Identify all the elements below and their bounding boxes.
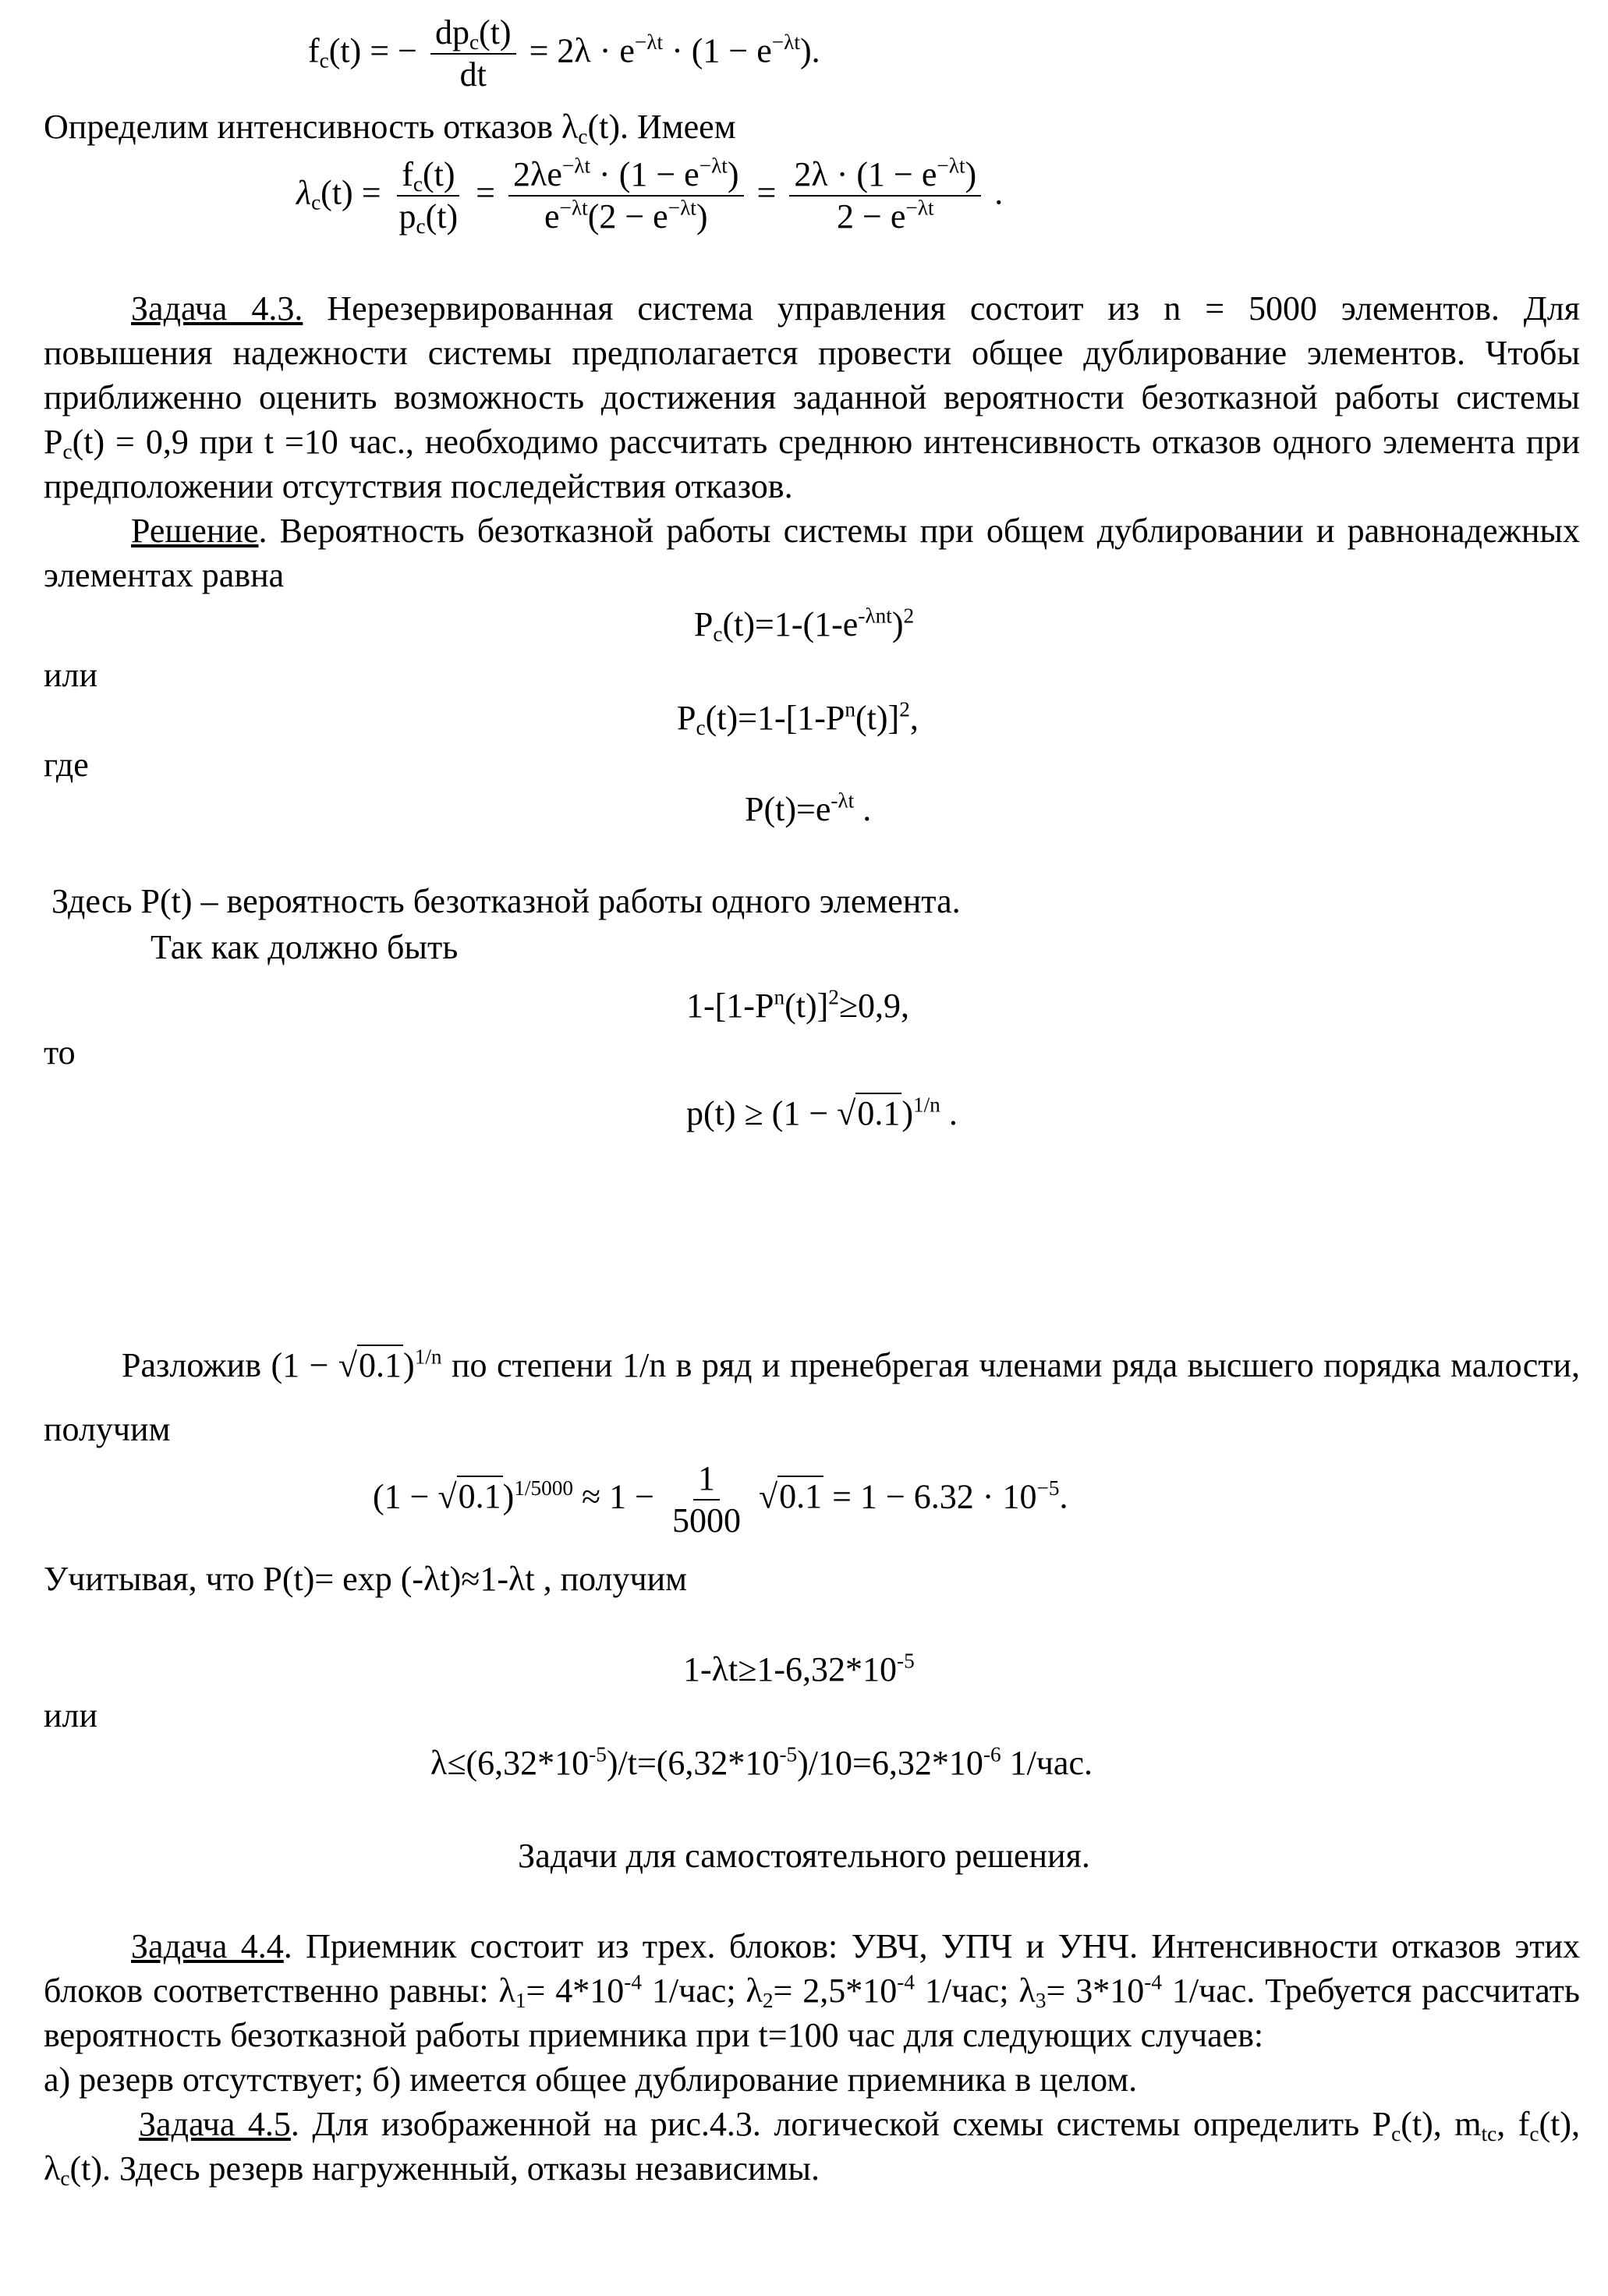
formula-fc: $f_c(t)$ = − $\frac{dp_c(t)}{dt}$ = $2\lambda \cdot e^{-\lambda t} \cdot (1 - e^{-\lambda t})$.	[308, 13, 820, 94]
fraction-1-5000: $\frac{1}{5000}$	[672, 1459, 741, 1540]
word-or-2: или	[44, 1696, 98, 1734]
task-4-4-label: Задача 4.4	[131, 1927, 284, 1965]
line-here: Здесь P(t) – вероятность безотказной работы одного элемента.	[51, 882, 961, 920]
eq-lambda-final: $\lambda\le(6,32*10^{-5})/t=(6,32*10^{-5})/10=6,32*10^{-6}$ 1/час.	[430, 1742, 1093, 1782]
word-or-1: или	[44, 656, 98, 694]
section-heading: Задачи для самостоятельного решения.	[518, 1837, 1090, 1875]
line-define-intensity: Определим интенсивность отказов $\lambda_c(t)$. Имеем	[44, 108, 736, 148]
eq-lambda-t: $1-\lambda t\ge 1-6,32*10^{-5}$	[683, 1649, 915, 1688]
formula-lambda-c: $\lambda_c(t)$ = $\frac{f_c(t)}{p_c(t)}$ = $\frac{2\lambda e^{-\lambda t} \cdot (1 - e^{-\lambda t})}{e^{-\lambda t}(2 - e^{-\lambda t})}$ = $\frac{2\lambda \cdot (1 - e^{-\lambda t})}{2 - e^{-\lambda t}}$ .	[296, 154, 1004, 239]
word-where: где	[44, 746, 89, 784]
fraction-fc-pc: $\frac{f_c(t)}{p_c(t)}$	[395, 156, 463, 236]
eq-pt-bound: $p(t) \ge (1 - √0.1)^{1/n}$ .	[686, 1093, 958, 1132]
word-then: то	[44, 1033, 76, 1072]
line-since: Так как должно быть	[151, 928, 459, 966]
expansion-paragraph: Разложив $(1 - √0.1)^{1/n}$ по степени 1/n в ряд и пренебрегая членами ряда высшего порядка малости, получим	[44, 1345, 1580, 1448]
eq-approximation: $(1 - √0.1)^{1/5000} \approx 1$ − $\frac{1}{5000}$ $√0.1 = 1 - 6.32 \cdot 10^{-5}$.	[373, 1459, 1068, 1540]
fraction-simplified: $\frac{2\lambda \cdot (1 - e^{-\lambda t})}{2 - e^{-\lambda t}}$	[789, 156, 981, 236]
line-considering: Учитывая, что P(t)= exp (-λt)≈1-λt , получим	[44, 1560, 688, 1598]
eq-pc-2: $P_c(t)=1-[1-P^n(t)]^2$,	[677, 697, 919, 739]
task-4-3-paragraph: Задача 4.3. Нерезервированная система управления состоит из n = 5000 элементов. Для повышения надежности системы предполагается провести общее дублирование элементов. Чтобы приближенно оценить возможность достижения заданной вероятности безотказной работы системы $P_c(t) = 0,9$ при t =10 час., необходимо рассчитать среднюю интенсивность отказов одного элемента при предположении отсутствия последействия отказов. Решение. Вероятность безотказной работы системы при общем дублировании и равнонадежных элементах равна	[44, 289, 1580, 594]
task-4-5-label: Задача 4.5	[139, 2105, 291, 2143]
fraction-dpc-dt: $\frac{dp_c(t)}{dt}$	[430, 14, 516, 94]
eq-pc-1: $P_c(t)=1-(1-e^{-\lambda nt})^2$	[693, 604, 915, 646]
fraction-expanded: $\frac{2\lambda e^{-\lambda t} \cdot (1 - e^{-\lambda t})}{e^{-\lambda t}(2 - e^{-\lambda t})}$	[508, 156, 744, 236]
solution-label: Решение	[131, 512, 259, 550]
task-4-4-paragraph: Задача 4.4. Приемник состоит из трех. блоков: УВЧ, УПЧ и УНЧ. Интенсивности отказов этих блоков соответственно равны: $\lambda_1= 4*10^{-4}$ 1/час; $\lambda_2= 2,5*10^{-4}$ 1/час; $\lambda_3= 3*10^{-4}$ 1/час. Требуется рассчитать вероятность безотказной работы приемника при t=100 час для следующих случаев: а) резерв отсутствует; б) имеется общее дублирование приемника в целом. Задача 4.5. Для изображенной на рис.4.3. логической схемы системы определить $P_c(t)$, $m_{tc}$, $f_c(t)$, $\lambda_c(t)$. Здесь резерв нагруженный, отказы независимы.	[44, 1927, 1580, 2190]
eq-inequality: $1-[1-P^n(t)]^2\ge 0,9$,	[686, 985, 910, 1025]
task-4-3-label: Задача 4.3.	[131, 289, 303, 328]
eq-p: $P(t)=e^{-\lambda t}$ .	[745, 788, 872, 828]
